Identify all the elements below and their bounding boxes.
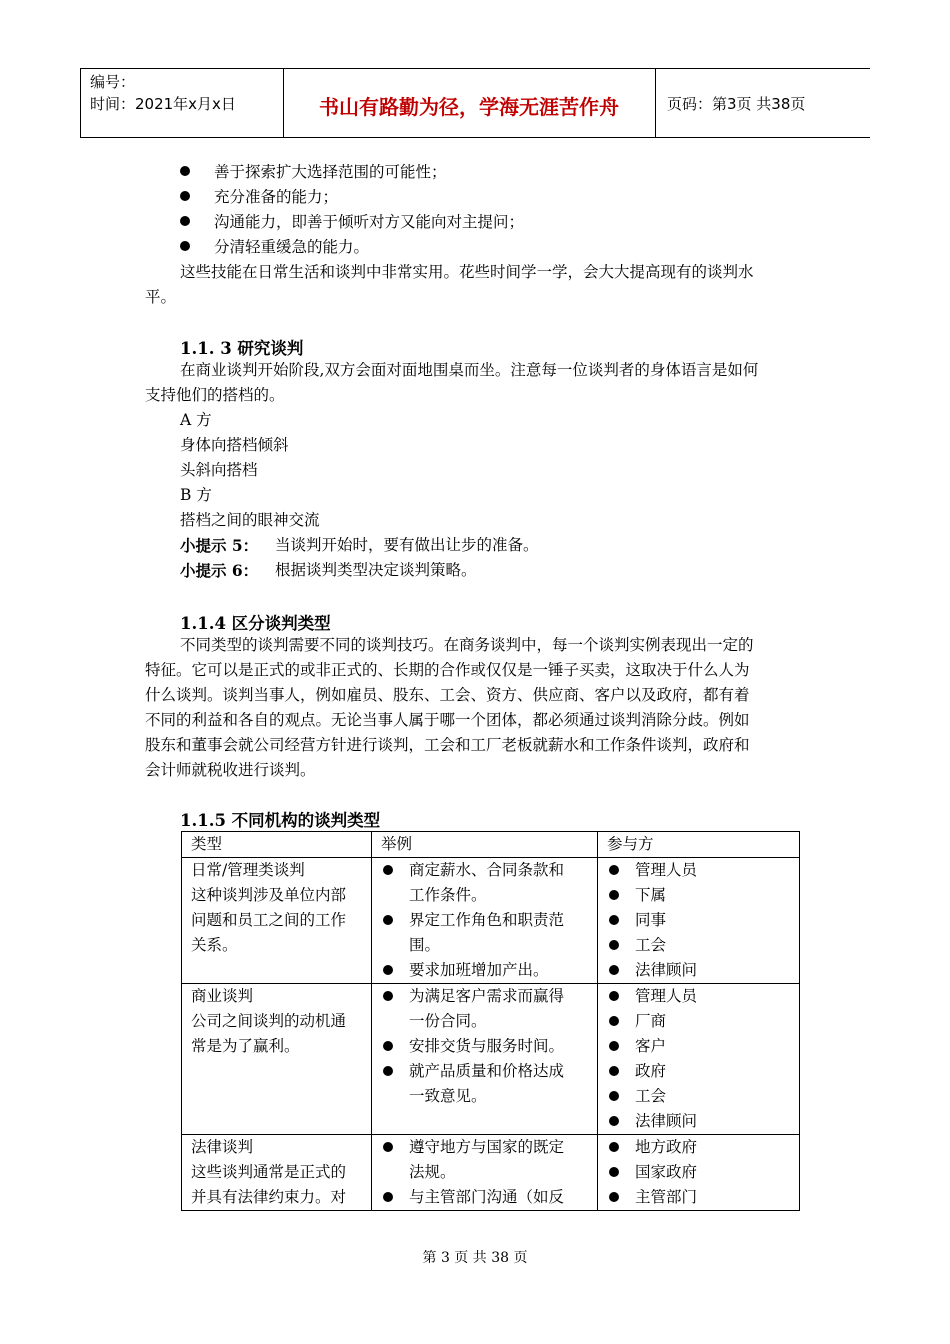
paragraph-line: 什么谈判。谈判当事人，例如雇员、股东、工会、资方、供应商、客户以及政府，都有着 (145, 686, 750, 704)
paragraph-line: 不同的利益和各自的观点。无论当事人属于哪一个团体，都必须通过谈判消除分歧。例如 (145, 711, 750, 729)
bullet-dot-icon (609, 1192, 619, 1202)
list-item: 国家政府 (607, 1160, 793, 1185)
bullet-dot-icon (609, 915, 619, 925)
text-line: 身体向搭档倾斜 (180, 436, 289, 454)
bullet-dot-icon (609, 1041, 619, 1051)
list-item: 与主管部门沟通（如反 (381, 1185, 591, 1210)
text-line: 头斜向搭档 (180, 461, 258, 479)
list-item: 为满足客户需求而赢得 一份合同。 (381, 984, 591, 1034)
type-cell: 法律谈判 这些谈判通常是正式的 并具有法律约束力。对 (182, 1135, 372, 1211)
tip-text: 根据谈判类型决定谈判策略。 (275, 561, 477, 579)
negotiation-types-table (181, 831, 800, 1211)
table-row (182, 858, 800, 984)
header-time: 时间：2021年x月x日 (90, 95, 236, 113)
bullet-dot-icon (383, 865, 393, 875)
text-line: A 方 (180, 411, 212, 429)
bullet-dot-icon (609, 965, 619, 975)
examples-cell (372, 858, 598, 984)
tip-label: 小提示 5： (180, 536, 259, 555)
table-row (182, 984, 800, 1135)
list-item: 管理人员 (607, 858, 793, 883)
header-page-info: 页码：第3页 共38页 (667, 95, 806, 113)
bullet-item: 分清轻重缓急的能力。 (180, 235, 369, 260)
list-item: 客户 (607, 1034, 793, 1059)
section-heading-1-1-5: 1.1.5 不同机构的谈判类型 (180, 811, 381, 830)
bullet-dot-icon (383, 991, 393, 1001)
list-item: 就产品质量和价格达成 一致意见。 (381, 1059, 591, 1109)
parties-cell (598, 984, 800, 1135)
parties-cell (598, 1135, 800, 1211)
list-item: 法律顾问 (607, 1109, 793, 1134)
paragraph-line: 支持他们的搭档的。 (145, 386, 285, 404)
header-number: 编号： (90, 73, 136, 91)
examples-cell (372, 1135, 598, 1211)
paragraph-line: 不同类型的谈判需要不同的谈判技巧。在商务谈判中，每一个谈判实例表现出一定的 (180, 636, 754, 654)
page-footer: 第 3 页 共 38 页 (422, 1250, 528, 1266)
bullet-dot-icon (609, 1167, 619, 1177)
list-item: 遵守地方与国家的既定 法规。 (381, 1135, 591, 1185)
bullet-dot-icon (609, 1091, 619, 1101)
type-cell: 日常/管理类谈判 这种谈判涉及单位内部 问题和员工之间的工作 关系。 (182, 858, 372, 984)
bullet-dot-icon (609, 865, 619, 875)
bullet-dot-icon (609, 1142, 619, 1152)
bullet-dot-icon (609, 1066, 619, 1076)
paragraph-line: 会计师就税收进行谈判。 (145, 761, 316, 779)
list-item: 地方政府 (607, 1135, 793, 1160)
paragraph-line: 平。 (145, 288, 177, 306)
list-item: 界定工作角色和职责范 围。 (381, 908, 591, 958)
list-item: 管理人员 (607, 984, 793, 1009)
bullet-dot-icon (180, 216, 190, 226)
bullet-dot-icon (609, 1016, 619, 1026)
bullet-dot-icon (609, 1116, 619, 1126)
paragraph-line: 在商业谈判开始阶段,双方会面对面地围桌而坐。注意每一位谈判者的身体语言是如何 (180, 361, 759, 379)
page-header (80, 68, 870, 138)
list-item: 政府 (607, 1059, 793, 1084)
tip-text: 当谈判开始时，要有做出让步的准备。 (275, 536, 539, 554)
paragraph-line: 特征。它可以是正式的或非正式的、长期的合作或仅仅是一锤子买卖，这取决于什么人为 (145, 661, 750, 679)
bullet-dot-icon (609, 991, 619, 1001)
type-cell: 商业谈判 公司之间谈判的动机通 常是为了赢利。 (182, 984, 372, 1135)
header-divider-2 (655, 69, 656, 137)
bullet-item: 充分准备的能力； (180, 185, 338, 210)
bullet-item: 沟通能力，即善于倾听对方又能向对主提问； (180, 210, 524, 235)
section-heading-1-1-4: 1.1.4 区分谈判类型 (180, 614, 331, 633)
list-item: 法律顾问 (607, 958, 793, 983)
column-header: 参与方 (598, 832, 800, 858)
column-header: 举例 (372, 832, 598, 858)
bullet-dot-icon (383, 1192, 393, 1202)
column-header: 类型 (182, 832, 372, 858)
bullet-dot-icon (383, 1066, 393, 1076)
header-meta (90, 71, 236, 115)
paragraph-line: 股东和董事会就公司经营方针进行谈判，工会和工厂老板就薪水和工作条件谈判，政府和 (145, 736, 750, 754)
tip-label: 小提示 6： (180, 561, 259, 580)
paragraph-line: 这些技能在日常生活和谈判中非常实用。花些时间学一学，会大大提高现有的谈判水 (180, 263, 754, 281)
bullet-dot-icon (383, 1142, 393, 1152)
header-motto: 书山有路勤为径，学海无涯苦作舟 (319, 95, 619, 119)
text-line: 搭档之间的眼神交流 (180, 511, 320, 529)
list-item: 主管部门 (607, 1185, 793, 1210)
list-item: 工会 (607, 933, 793, 958)
text-line: B 方 (180, 486, 212, 504)
list-item: 同事 (607, 908, 793, 933)
list-item: 厂商 (607, 1009, 793, 1034)
examples-cell (372, 984, 598, 1135)
bullet-dot-icon (180, 241, 190, 251)
header-border-left (80, 69, 81, 137)
bullet-dot-icon (383, 915, 393, 925)
table-row (182, 1135, 800, 1211)
list-item: 下属 (607, 883, 793, 908)
bullet-dot-icon (609, 940, 619, 950)
list-item: 商定薪水、合同条款和 工作条件。 (381, 858, 591, 908)
bullet-dot-icon (180, 191, 190, 201)
bullet-item: 善于探索扩大选择范围的可能性； (180, 160, 447, 185)
parties-cell (598, 858, 800, 984)
list-item: 安排交货与服务时间。 (381, 1034, 591, 1059)
section-heading-1-1-3: 1.1. 3 研究谈判 (180, 339, 304, 358)
bullet-dot-icon (383, 1041, 393, 1051)
bullet-dot-icon (383, 965, 393, 975)
list-item: 要求加班增加产出。 (381, 958, 591, 983)
bullet-dot-icon (180, 166, 190, 176)
bullet-dot-icon (609, 890, 619, 900)
list-item: 工会 (607, 1084, 793, 1109)
table-header-row (182, 832, 800, 858)
